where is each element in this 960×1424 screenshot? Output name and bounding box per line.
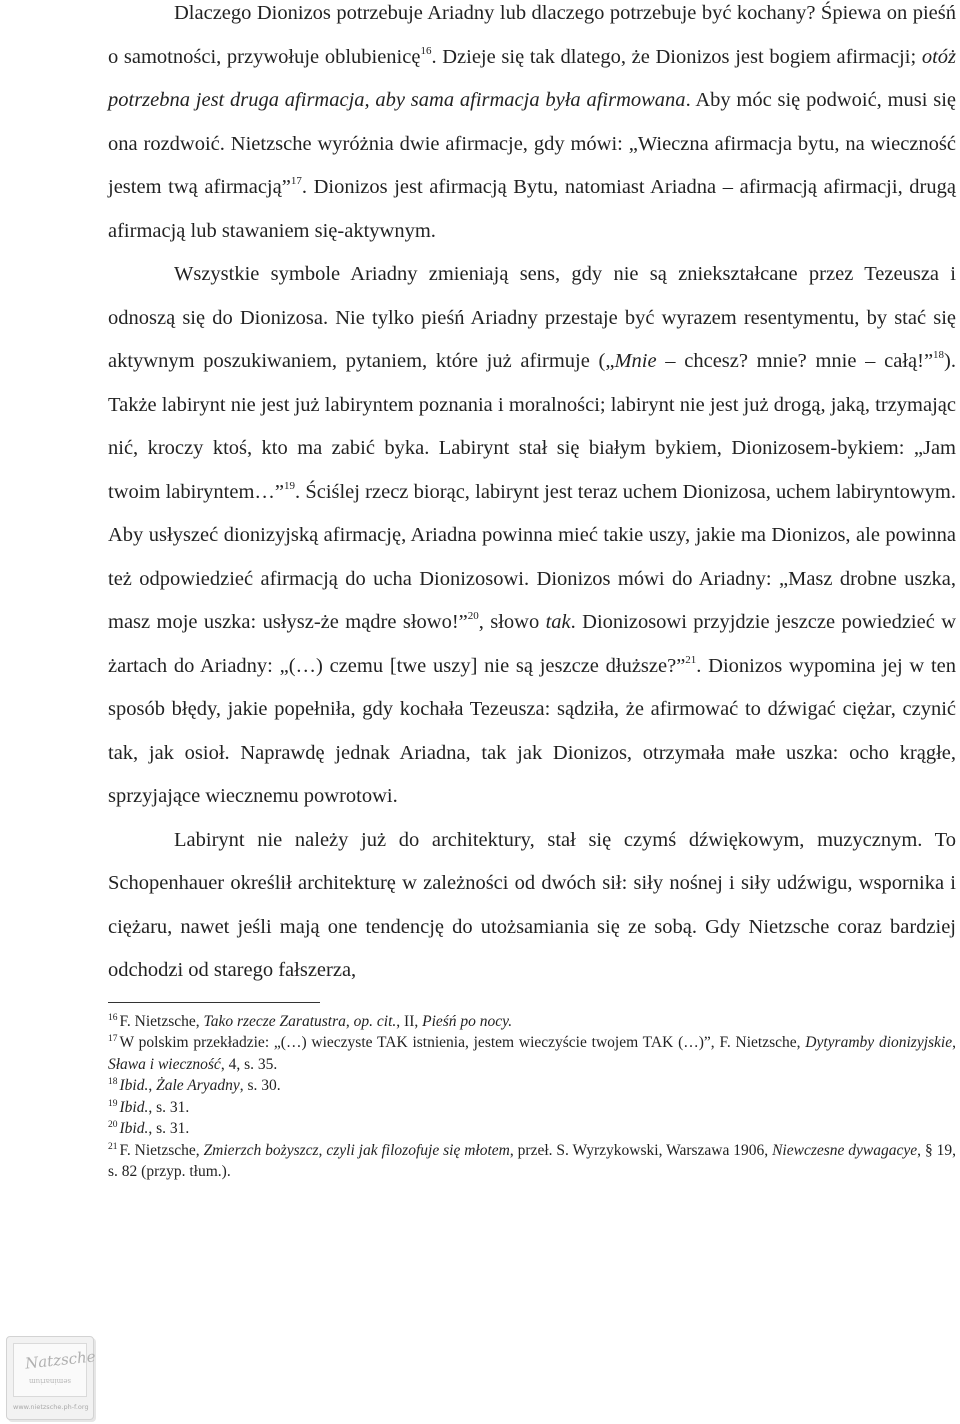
- text-span: , s. 31.: [148, 1120, 190, 1137]
- text-span: Wszystkie symbole Ariadny zmieniają sens, gdy nie są zniekształcane przez Tezeusza i odnoszą się do Dionizosa. Nie tylko pieśń Ariadny przestaje być wyrazem resentymentu, by stać się aktywnym poszukiwaniem, pytaniem, które już afirmuje („: [108, 263, 956, 372]
- italic-span: tak: [545, 611, 571, 633]
- italic-span: Ibid.: [119, 1077, 149, 1094]
- text-span: ,: [148, 1077, 157, 1094]
- footnote: [108, 1097, 956, 1119]
- italic-span: Ibid.: [119, 1120, 149, 1137]
- footnote-number: 20: [108, 1120, 118, 1130]
- footnote-number: 17: [108, 1034, 118, 1044]
- italic-span: otóż potrzebna jest druga afirmacja, aby sama afirmacja była afirmowana: [108, 45, 956, 111]
- footnote-ref: 20: [467, 610, 479, 622]
- text-span: W polskim przekładzie: „(…) wieczyste TAK istnienia, jestem wieczyście twojem TAK (…)”, F. Nietzsche,: [119, 1034, 806, 1051]
- text-span: ,: [952, 1034, 956, 1051]
- footnote-ref: 17: [290, 175, 302, 187]
- text-span: , II,: [396, 1012, 423, 1030]
- text-span: , s. 31.: [148, 1098, 190, 1116]
- italic-span: Dytyramby dionizyjskie: [805, 1034, 953, 1051]
- text-span: . Dionizos wypomina jej w ten sposób błędy, jakie popełniła, gdy kochała Tezeusza: sądziła, że afirmować to dźwigać ciężar, czynić tak, jak osioł. Naprawdę jednak Ariadna, tak jak Dionizos, otrzymała małe uszka: ocho krągłe, sprzyjające wiecznemu powrotowi.: [108, 654, 957, 807]
- text-span: Labirynt nie należy już do architektury, stał się czymś dźwiękowym, muzycznym. To Schopenhauer określił architekturę w zależności od dwóch sił: siły nośnej i siły udźwigu, wspornika i ciężaru, nawet jeśli mają one tendencję do utożsamiania się ze sobą. Gdy Nietzsche coraz bardziej odchodzi od starego fałszerza,: [108, 828, 956, 981]
- footnote: [108, 1032, 956, 1075]
- logo-url: www.nietzsche.ph-f.org: [13, 1403, 89, 1411]
- footnote-ref: 21: [685, 653, 697, 666]
- footnote-number: 18: [108, 1077, 118, 1087]
- logo-script-text: Natzsche: [24, 1347, 97, 1373]
- text-span: , 4, s. 35.: [220, 1055, 278, 1073]
- footnote-number: 16: [108, 1012, 118, 1023]
- italic-span: op. cit.: [353, 1012, 397, 1030]
- text-span: . Dzieje się tak dlatego, że Dionizos jest bogiem afirmacji;: [431, 45, 922, 68]
- text-span: , słowo: [478, 611, 546, 633]
- italic-span: Sława i wieczność: [108, 1055, 221, 1073]
- text-span: F. Nietzsche,: [119, 1012, 204, 1030]
- footnote-ref: 18: [933, 349, 945, 361]
- italic-span: Zmierzch bożyszcz, czyli jak filozofuje się młotem: [203, 1141, 510, 1159]
- footnote-ref: 19: [284, 479, 295, 492]
- footnote: [108, 1118, 956, 1140]
- paragraph: [108, 0, 956, 253]
- footnote-number: 19: [108, 1098, 118, 1109]
- text-span: . Aby móc się podwoić, musi się ona rozdwoić. Nietzsche wyróżnia dwie afirmacje, gdy mówi: „Wieczna afirmacja bytu, na wieczność jestem twą afirmacją”: [108, 89, 957, 198]
- text-span: , s. 30.: [239, 1077, 281, 1094]
- logo-sub-text: seminarium: [29, 1377, 72, 1385]
- text-span: ,: [345, 1012, 354, 1030]
- italic-span: Żale Aryadny: [156, 1077, 240, 1094]
- text-span: . Ściślej rzecz biorąc, labirynt jest teraz uchem Dionizosa, uchem labiryntowym. Aby usłyszeć dionizyjską afirmację, Ariadna powinna mieć takie uszy, jakie ma Dionizos, ale powinna też odpowiedzieć afirmacją do ucha Dionizosowi. Dionizos mówi do Ariadny: „Masz drobne uszka, masz moje uszka: usłysz-że mądre słowo!”: [108, 480, 957, 633]
- footnote-separator: [108, 1002, 320, 1003]
- text-span: . Dionizos jest afirmacją Bytu, natomiast Ariadna – afirmacją afirmacji, drugą afirmacją lub stawaniem się-aktywnym.: [108, 176, 956, 242]
- italic-span: Niewczesne dywagacye: [772, 1141, 918, 1159]
- text-span: ). Także labirynt nie jest już labiryntem poznania i moralności; labirynt nie jest już drogą, jaką, trzymając nić, kroczy ktoś, kto ma zabić byka. Labirynt stał się białym bykiem, Dionizosem-bykiem: „Jam twoim labiryntem…”: [108, 350, 956, 503]
- italic-span: Pieśń po nocy.: [422, 1012, 513, 1030]
- text-span: Dlaczego Dionizos potrzebuje Ariadny lub dlaczego potrzebuje być kochany? Śpiewa on pieśń o samotności, przywołuje oblubienicę: [108, 2, 956, 68]
- italic-span: Mnie: [614, 350, 657, 372]
- footnote: [108, 1140, 956, 1183]
- footnotes: [108, 1011, 956, 1183]
- body-text: [108, 0, 956, 993]
- paragraph: [108, 819, 956, 993]
- text-span: , § 19, s. 82 (przyp. tłum.).: [108, 1141, 956, 1180]
- text-span: F. Nietzsche,: [119, 1141, 204, 1159]
- footnote: [108, 1011, 956, 1033]
- footnote-ref: 16: [420, 44, 432, 57]
- italic-span: Ibid.: [119, 1098, 149, 1116]
- seminarium-logo: [6, 1336, 97, 1420]
- italic-span: Tako rzecze Zaratustra: [203, 1012, 346, 1030]
- text-span: . Dionizosowi przyjdzie jeszcze powiedzieć w żartach do Ariadny: „(…) czemu [twe uszy] nie są jeszcze dłuższe?”: [108, 611, 956, 677]
- footnote: [108, 1075, 956, 1097]
- document-page: [108, 0, 956, 1183]
- paragraph: [108, 253, 956, 819]
- text-span: – chcesz? mnie? mnie – całą!”: [656, 350, 934, 372]
- footnote-number: 21: [108, 1141, 118, 1152]
- text-span: , przeł. S. Wyrzykowski, Warszawa 1906,: [509, 1141, 773, 1159]
